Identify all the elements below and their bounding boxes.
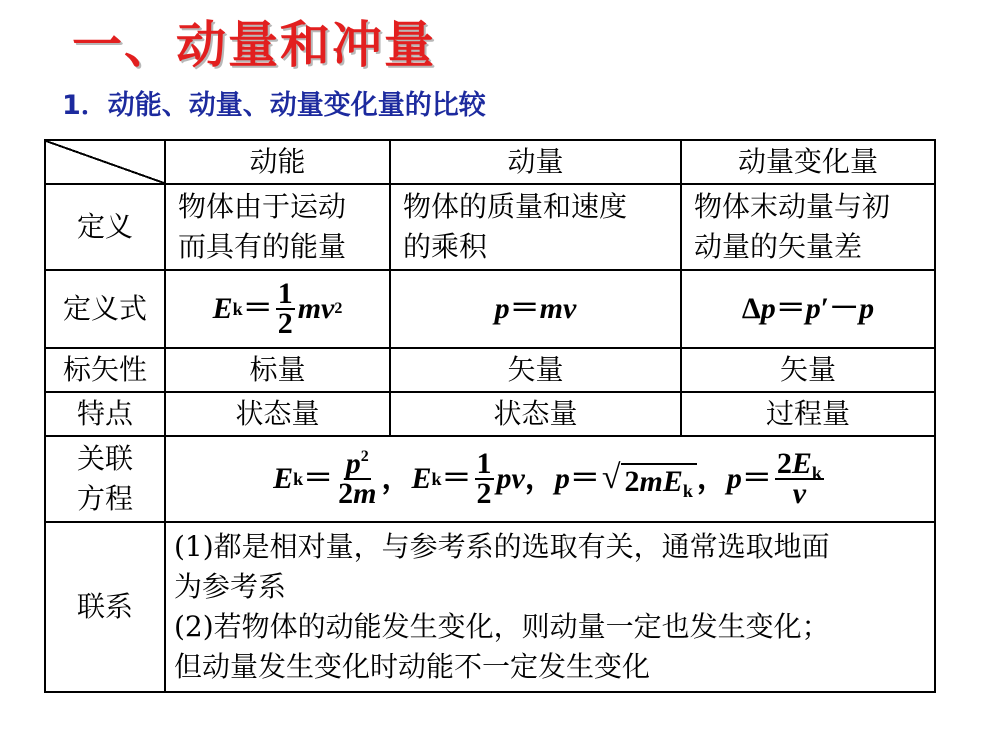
row-label-definition: 定义 (45, 184, 165, 270)
relation-equations: E k ＝ $\frac{p^2}{2m}$ ， E k ＝ $\frac{1}{2}$ pv ， p ＝ √ $2mE_k$ ， p ＝ $\frac{2E_k}{v}$ (273, 447, 822, 510)
section-subtitle: 1．动能、动量、动量变化量的比较 (62, 90, 486, 121)
nature-kinetic: 标量 (165, 348, 390, 392)
definition-kinetic-line2: 而具有的能量 (178, 230, 347, 263)
definition-change-cell (681, 184, 935, 270)
definition-kinetic-line1: 物体由于运动 (178, 190, 347, 223)
connection-line-4: 但动量发生变化时动能不一定发生变化 (174, 650, 651, 683)
header-momentum-change: 动量变化量 (681, 140, 935, 184)
feature-change: 过程量 (681, 392, 935, 436)
kinetic-energy-formula: E k ＝ $\frac{1}{2}$ mv 2 (212, 277, 343, 340)
formula-change-cell (681, 270, 935, 348)
formula-momentum-cell (390, 270, 681, 348)
nature-momentum: 矢量 (390, 348, 681, 392)
definition-change-line1: 物体末动量与初 (694, 190, 891, 223)
row-label-connection: 联系 (45, 522, 165, 692)
row-relation-equation (45, 436, 935, 522)
row-connection (45, 522, 935, 692)
row-label-feature: 特点 (45, 392, 165, 436)
definition-change-line2: 动量的矢量差 (694, 230, 863, 263)
row-nature (45, 348, 935, 392)
row-definition (45, 184, 935, 270)
row-label-nature: 标矢性 (45, 348, 165, 392)
row-feature (45, 392, 935, 436)
momentum-formula: p ＝ mv (494, 292, 577, 325)
relation-label-line2: 方程 (76, 482, 133, 515)
nature-change: 矢量 (681, 348, 935, 392)
definition-momentum-cell (390, 184, 681, 270)
header-kinetic-energy: 动能 (165, 140, 390, 184)
momentum-change-formula: Δ p ＝ p ′ － p (741, 292, 875, 325)
connection-line-2: 为参考系 (174, 570, 287, 603)
page-title: 一、动量和冲量 (72, 16, 436, 74)
feature-kinetic: 状态量 (165, 392, 390, 436)
connection-line-3: (2)若物体的动能发生变化，则动量一定也发生变化； (174, 610, 830, 643)
corner-cell (45, 140, 165, 184)
formula-kinetic-cell (165, 270, 390, 348)
row-formula (45, 270, 935, 348)
definition-momentum-line2: 的乘积 (403, 230, 488, 263)
connection-line-1: (1)都是相对量，与参考系的选取有关，通常选取地面 (174, 530, 830, 563)
header-row (45, 140, 935, 184)
definition-momentum-line1: 物体的质量和速度 (403, 190, 628, 223)
comparison-table (44, 139, 936, 693)
relation-label-line1: 关联 (76, 442, 133, 475)
row-label-relation (45, 436, 165, 522)
definition-kinetic-cell (165, 184, 390, 270)
connection-text-cell (165, 522, 935, 692)
feature-momentum: 状态量 (390, 392, 681, 436)
relation-equation-cell (165, 436, 935, 522)
header-momentum: 动量 (390, 140, 681, 184)
row-label-formula: 定义式 (45, 270, 165, 348)
